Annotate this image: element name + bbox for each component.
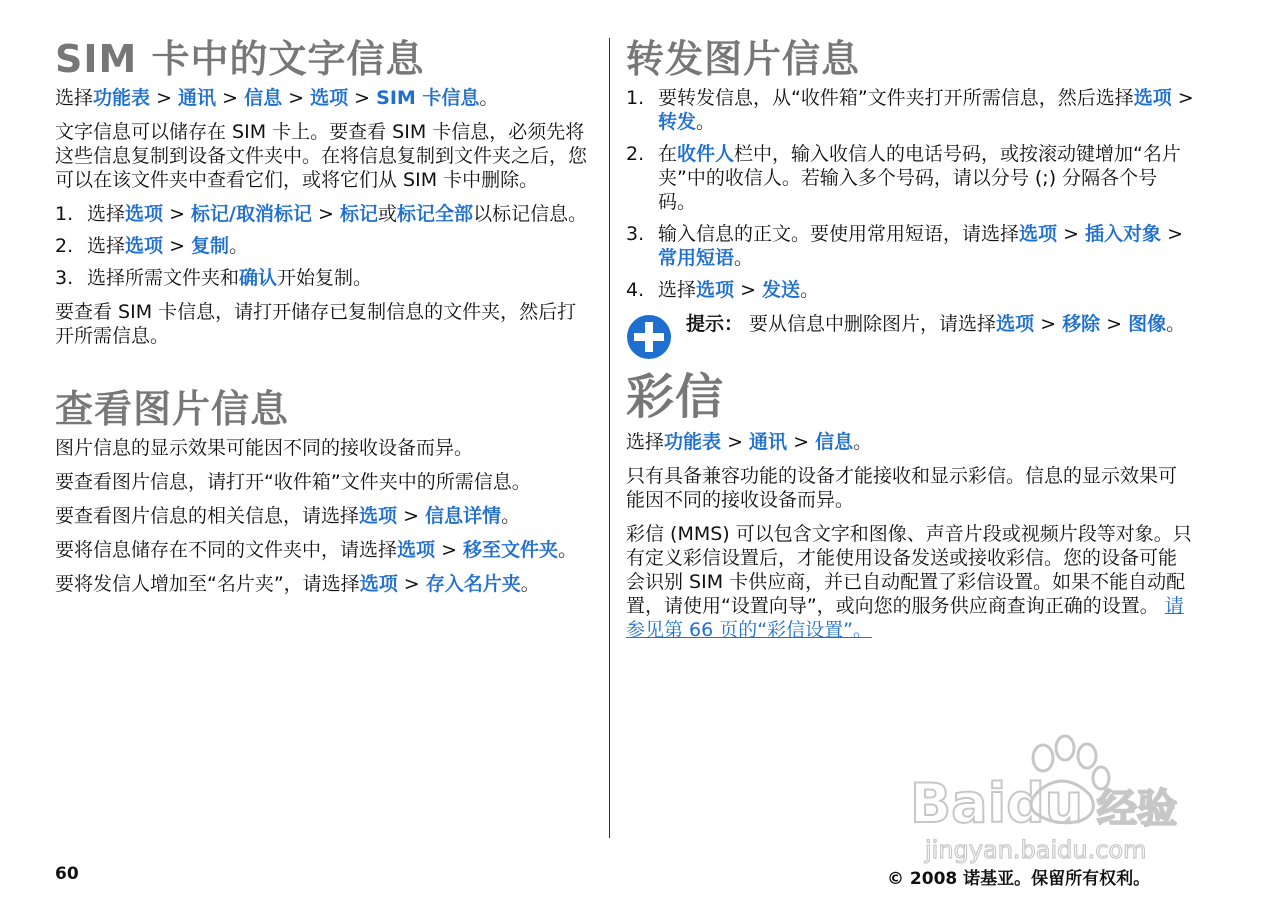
- heading-mms: 彩信: [626, 369, 725, 425]
- link-options[interactable]: 选项: [359, 505, 398, 527]
- baidu-watermark-icon: [905, 730, 1205, 870]
- forward-step-1: 1. 要转发信息，从“收件箱”文件夹打开所需信息，然后选择选项 > 转发。: [626, 87, 1194, 133]
- link-options[interactable]: 选项: [125, 203, 164, 225]
- link-options[interactable]: 选项: [1019, 223, 1058, 245]
- menu-link-communication[interactable]: 通讯: [749, 431, 788, 453]
- menu-link-communication[interactable]: 通讯: [178, 87, 217, 109]
- link-options[interactable]: 选项: [1133, 87, 1172, 109]
- mms-menu-path: 选择功能表 > 通讯 > 信息。: [626, 431, 873, 453]
- link-message-details[interactable]: 信息详情: [425, 505, 502, 527]
- link-save-to-contacts[interactable]: 存入名片夹: [425, 573, 521, 595]
- link-common-phrases[interactable]: 常用短语: [658, 247, 735, 269]
- link-mark-unmark[interactable]: 标记/取消标记: [191, 203, 312, 225]
- heading-view-picture-messages: 查看图片信息: [55, 387, 290, 431]
- menu-link-messages[interactable]: 信息: [244, 87, 283, 109]
- page-number: 60: [55, 864, 79, 884]
- menu-link-messages[interactable]: 信息: [815, 431, 854, 453]
- tip-label: 提示：: [686, 313, 744, 335]
- picture-p4: 要将信息储存在不同的文件夹中，请选择选项 > 移至文件夹。: [55, 539, 578, 561]
- link-mark-all[interactable]: 标记全部: [397, 203, 474, 225]
- watermark-cn: 经验: [1097, 786, 1177, 832]
- picture-p1: 图片信息的显示效果可能因不同的接收设备而异。: [55, 437, 474, 459]
- menu-link-functions[interactable]: 功能表: [93, 87, 151, 109]
- link-copy[interactable]: 复制: [191, 235, 230, 257]
- left-column: [55, 36, 595, 606]
- link-image[interactable]: 图像: [1128, 313, 1167, 335]
- link-forward[interactable]: 转发: [658, 111, 697, 133]
- heading-sim-text-messages: SIM 卡中的文字信息: [55, 37, 425, 81]
- picture-p2: 要查看图片信息，请打开“收件箱”文件夹中的所需信息。: [55, 471, 531, 493]
- sim-outro: 要查看 SIM 卡信息，请打开储存已复制信息的文件夹，然后打开所需信息。: [55, 301, 577, 347]
- watermark-url: jingyan.baidu.com: [925, 836, 1147, 864]
- sim-step-1: 1. 选择选项 > 标记/取消标记 > 标记或标记全部以标记信息。: [55, 203, 588, 225]
- tip-plus-icon: [626, 314, 672, 360]
- column-divider: [609, 38, 610, 838]
- link-confirm[interactable]: 确认: [239, 267, 278, 289]
- link-options[interactable]: 选项: [125, 235, 164, 257]
- right-column: [626, 36, 1194, 652]
- picture-p3: 要查看图片信息的相关信息，请选择选项 > 信息详情。: [55, 505, 521, 527]
- sim-menu-path: 选择功能表 > 通讯 > 信息 > 选项 > SIM 卡信息。: [55, 87, 499, 109]
- link-options[interactable]: 选项: [397, 539, 436, 561]
- sim-step-2: 2. 选择选项 > 复制。: [55, 235, 249, 257]
- forward-step-4: 4. 选择选项 > 发送。: [626, 279, 820, 301]
- forward-step-3: 3. 输入信息的正文。要使用常用短语，请选择选项 > 插入对象 > 常用短语。: [626, 223, 1184, 269]
- heading-forward-picture-messages: 转发图片信息: [626, 37, 861, 81]
- mms-p2: 彩信 (MMS) 可以包含文字和图像、声音片段或视频片段等对象。只有定义彩信设置后，才能使用设备发送或接收彩信。您的设备可能会识别 SIM 卡供应商，并已自动配置了彩信设置。如果不能自动配置，请使用“设置向导”，或向您的服务供应商查询正确的设置。 请参见第 66 页的“彩信设置”。: [626, 523, 1192, 641]
- link-options[interactable]: 选项: [359, 573, 398, 595]
- link-remove[interactable]: 移除: [1062, 313, 1101, 335]
- link-mms-settings[interactable]: 请参见第 66 页的“彩信设置”。: [626, 595, 1184, 641]
- watermark-brand: Baidu: [910, 772, 1084, 835]
- link-options[interactable]: 选项: [996, 313, 1035, 335]
- forward-step-2: 2. 在收件人栏中，输入收信人的电话号码，或按滚动键增加“名片夹”中的收信人。若输入多个号码，请以分号 (;) 分隔各个号码。: [626, 143, 1181, 213]
- tip-box: [626, 312, 1194, 336]
- picture-p5: 要将发信人增加至“名片夹”，请选择选项 > 存入名片夹。: [55, 573, 540, 595]
- menu-link-sim-messages[interactable]: SIM 卡信息: [376, 87, 480, 109]
- tip-text: 提示： 要从信息中删除图片，请选择选项 > 移除 > 图像。: [686, 313, 1186, 335]
- link-recipient[interactable]: 收件人: [677, 143, 735, 165]
- link-move-to-folder[interactable]: 移至文件夹: [463, 539, 559, 561]
- sim-steps: [55, 202, 595, 290]
- link-mark[interactable]: 标记: [340, 203, 379, 225]
- link-options[interactable]: 选项: [696, 279, 735, 301]
- link-send[interactable]: 发送: [762, 279, 801, 301]
- link-insert-object[interactable]: 插入对象: [1085, 223, 1162, 245]
- sim-step-3: 3. 选择所需文件夹和确认开始复制。: [55, 267, 373, 289]
- mms-p1: 只有具备兼容功能的设备才能接收和显示彩信。信息的显示效果可能因不同的接收设备而异。: [626, 465, 1178, 511]
- menu-link-options[interactable]: 选项: [310, 87, 349, 109]
- menu-link-functions[interactable]: 功能表: [664, 431, 722, 453]
- copyright: © 2008 诺基亚。保留所有权利。: [887, 869, 1151, 889]
- forward-steps: [626, 86, 1194, 302]
- sim-intro: 文字信息可以储存在 SIM 卡上。要查看 SIM 卡信息，必须先将这些信息复制到设备文件夹中。在将信息复制到文件夹之后，您可以在该文件夹中查看它们，或将它们从 SIM 卡中删除。: [55, 121, 588, 191]
